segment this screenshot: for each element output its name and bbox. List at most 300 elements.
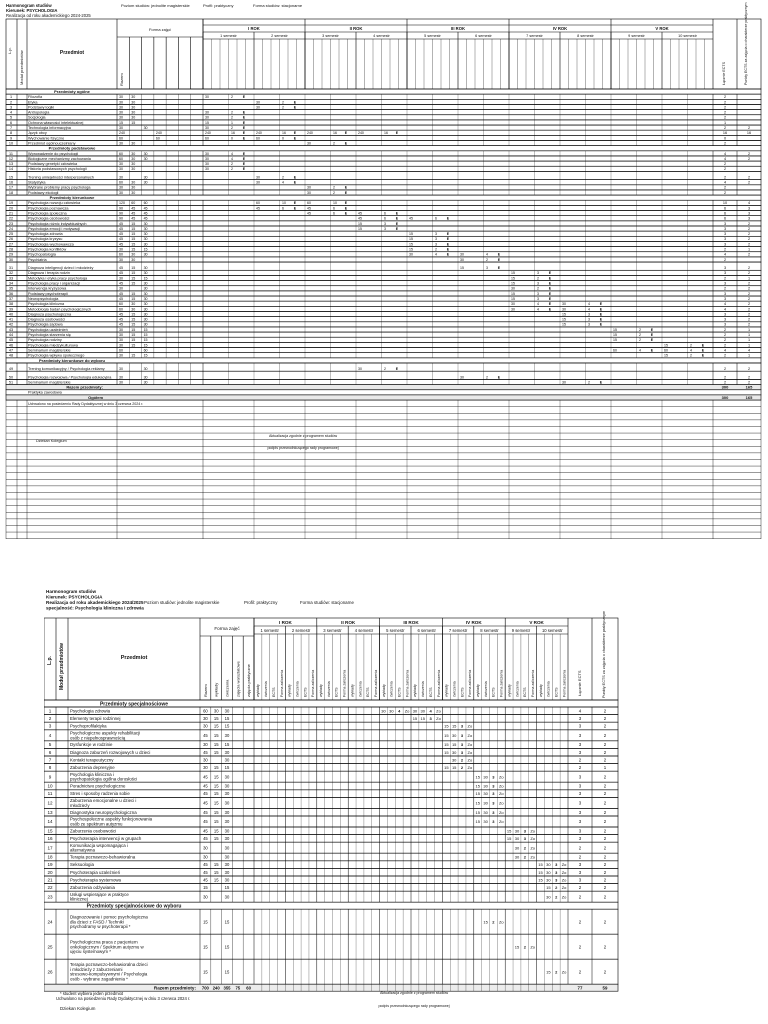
cell-box [6, 385, 761, 390]
row-hours: 60 [155, 136, 160, 141]
row-hours: 15 [131, 317, 136, 322]
row-subject: Psychologiczne aspekty rehabilitacji [70, 730, 141, 736]
row-ects: 3 [723, 317, 727, 322]
sem-form: E [344, 206, 348, 211]
row-ects-practical: 2 [603, 708, 607, 714]
sub-col: ćwiczenia [358, 681, 363, 697]
row-ects: 10 [722, 201, 728, 206]
row-subject: stresowo-kompulsywnymi / Psychologia [70, 971, 148, 977]
sem-ects: 2 [690, 343, 693, 348]
sub-col: ECTS [271, 687, 276, 697]
sem-ects: 3 [384, 226, 387, 231]
row-ects-practical: 2 [603, 845, 607, 851]
row-hours: 15 [131, 242, 136, 247]
section-title: Przedmioty kierunkowe [49, 195, 95, 201]
sub-col: Forma zaliczenia [279, 669, 284, 697]
sem-ects: 2 [282, 105, 285, 110]
sem-hours: 30 [256, 105, 260, 110]
sub-col: wykłady [256, 684, 261, 697]
row-subject: Psychologia rozwojowa / Psychologia edukacyjna [28, 375, 112, 380]
cell-box [44, 876, 618, 884]
sem-ects: 2 [639, 333, 642, 338]
cell-box [44, 707, 618, 715]
sem-ects: 3 [460, 732, 464, 738]
row-hours: 15 [131, 291, 136, 296]
sem-ects: 3 [492, 819, 495, 825]
col-forms: Forma zajęć [148, 27, 172, 32]
row-subject: Elementy terapii rodzinnej [70, 716, 121, 721]
row-subject: Psychologia rozwoju człowieka [28, 201, 81, 206]
row-ects: 2 [723, 185, 727, 190]
row-hours: 15 [131, 296, 136, 301]
sem-hours: 45 [409, 216, 413, 221]
row-hours: 45 [143, 211, 148, 216]
row-ects: 3 [578, 783, 582, 789]
sem-form: E [548, 296, 552, 301]
sem-ects: 6 [384, 216, 387, 221]
row-hours: 30 [143, 367, 148, 372]
row-hours: 15 [131, 281, 136, 286]
sem-form: Zo [436, 708, 441, 714]
sem-form: E [446, 242, 450, 247]
row-ects: 2 [578, 885, 582, 890]
row-lp: 38 [8, 302, 14, 307]
row-ects-practical: 2 [747, 380, 751, 385]
row-hours: 15 [203, 919, 208, 925]
row-hours: 15 [213, 869, 219, 875]
row-ects-practical: 2 [747, 271, 751, 276]
sem-form: E [395, 131, 399, 136]
sem-form: E [650, 327, 654, 332]
sem-hours: 30 [256, 100, 260, 105]
sem-ects: 3 [435, 232, 438, 237]
sem-hours: 30 [205, 115, 209, 120]
sem-ects: 1 [231, 120, 234, 125]
section-title: Przedmioty specjalnościowe [99, 701, 169, 708]
sem-ects: 2 [523, 845, 526, 851]
row-hours: 30 [119, 141, 123, 146]
row-subject: Diagnoza inteligencji dzieci i młodzieży [28, 266, 94, 271]
sem-exercise: 30 [483, 809, 488, 815]
sem-ects: 6 [435, 216, 438, 221]
row-ects: 3 [578, 742, 582, 748]
row-hours: 30 [143, 232, 148, 237]
sum-hours: 60 [246, 985, 251, 991]
row-ects-practical: 2 [747, 317, 751, 322]
row-hours: 15 [213, 877, 219, 883]
sem-hours: 240 [205, 131, 211, 136]
sem-ects: 4 [537, 302, 540, 307]
row-lp: 41 [8, 317, 14, 322]
sem-ects: 3 [537, 271, 540, 276]
row-ects: 2 [723, 126, 727, 130]
header-line: Harmonogram studiów [6, 3, 52, 8]
row-subject: Interwencja kryzysowa [28, 286, 67, 291]
row-hours: 30 [224, 783, 230, 789]
row-lp: 21 [47, 877, 53, 883]
row-hours: 30 [143, 380, 148, 385]
footnote: * student wybiera jeden przedmiot [60, 991, 124, 997]
sem-ects: 3 [492, 774, 495, 780]
row-hours: 240 [119, 131, 125, 136]
row-hours: 30 [224, 800, 230, 806]
row-ects: 2 [578, 854, 582, 860]
row-ects: 2 [723, 286, 727, 291]
row-hours: 30 [131, 185, 136, 190]
sem-form: Zo [530, 845, 536, 851]
row-subject: Kontakt terapeutyczny [70, 757, 114, 763]
row-ects: 3 [578, 862, 582, 868]
row-hours: 15 [143, 343, 148, 348]
row-hours: 30 [143, 242, 148, 247]
row-hours: 15 [131, 247, 136, 252]
row-hours: 30 [119, 175, 123, 180]
row-subject: Psychologia sądowa [28, 322, 63, 327]
sem-lecture: 15 [475, 809, 480, 815]
schedule-table-specialization [44, 588, 620, 1016]
sem-ects: 6 [282, 206, 285, 211]
row-ects-practical: 2 [747, 375, 751, 380]
sem-ects: 4 [429, 708, 432, 714]
row-hours: 30 [131, 167, 136, 172]
sem-ects: 4 [690, 348, 693, 353]
sem-lecture: 15 [475, 819, 480, 825]
sem-exercise: 30 [483, 783, 488, 789]
row-ects-practical: 4 [747, 201, 751, 206]
sem-ects: 2 [537, 276, 540, 281]
cell-box [44, 909, 618, 934]
row-hours: 30 [119, 110, 123, 115]
sem-ects: 3 [555, 877, 558, 883]
sem-lecture: 15 [506, 828, 512, 834]
row-hours: 45 [119, 226, 123, 231]
sem-hours: 30 [562, 302, 566, 307]
row-ects-practical: 2 [747, 302, 751, 307]
row-hours: 15 [131, 343, 136, 348]
row-lp: 24 [47, 919, 53, 925]
sem-ects: 16 [333, 131, 337, 136]
row-hours: 30 [224, 809, 230, 815]
sem-ects: 4 [639, 348, 642, 353]
row-hours: 30 [224, 757, 230, 763]
sem-form: E [242, 120, 246, 125]
row-ects-practical: 2 [603, 819, 607, 825]
sem-hours: 15 [562, 312, 566, 317]
row-hours: 60 [143, 348, 148, 353]
row-subject: alternatywna [70, 847, 95, 853]
cell-box [44, 756, 618, 764]
sem-ects: 4 [398, 708, 401, 714]
row-hours: 15 [213, 732, 219, 738]
sem-ects: 3 [492, 783, 495, 789]
year-label: III ROK [451, 26, 465, 31]
row-hours: 90 [119, 206, 123, 211]
row-lp: 9 [9, 136, 13, 141]
sem-lecture: 15 [538, 877, 543, 883]
row-subject: młodzieży [70, 802, 90, 808]
sem-form: E [242, 115, 246, 120]
sub-col: ECTS [303, 687, 308, 697]
row-ects-practical: 2 [747, 226, 751, 231]
row-lp: 26 [8, 237, 14, 242]
sub-col: ECTS [491, 687, 496, 697]
row-ects-practical: 16 [746, 131, 752, 136]
semester-label: 8 semestr [480, 628, 499, 633]
row-lp: 12 [47, 800, 53, 806]
row-lp: 10 [47, 783, 53, 789]
row-hours: 30 [224, 894, 230, 900]
sem-form: E [497, 257, 501, 262]
row-ects: 2 [723, 257, 727, 262]
row-ects-practical: 2 [747, 312, 751, 317]
row-subject: Psychologia zdrowia [70, 708, 111, 714]
sem-form: E [242, 151, 246, 156]
sem-ects: 6 [333, 206, 336, 211]
sem-form: E [446, 232, 450, 237]
sem-ects: 2 [555, 969, 558, 975]
row-hours: 30 [143, 151, 148, 156]
row-hours: 15 [131, 226, 136, 231]
sem-ects: 2 [460, 757, 464, 763]
row-ects-practical: 2 [603, 869, 607, 875]
row-hours: 15 [131, 333, 136, 338]
sum-hours: 240 [212, 985, 220, 991]
row-ects-practical: 2 [747, 237, 751, 242]
sem-hours: 30 [511, 286, 515, 291]
year-label: III ROK [403, 620, 419, 625]
sem-form: E [242, 95, 246, 100]
row-ects-practical: 2 [747, 322, 751, 327]
row-subject: Technologia informacyjna [28, 126, 71, 130]
semester-label: 2 semestr [291, 628, 311, 633]
schedule-sheet-specialization [44, 588, 620, 1016]
row-lp: 2 [9, 100, 13, 105]
row-hours: 30 [131, 110, 136, 115]
sem-form: E [446, 237, 450, 242]
row-subject: Podstawy logiki [28, 105, 55, 110]
sub-col: ćwiczenia [483, 681, 488, 697]
sem-form: E [548, 307, 552, 312]
sem-ects: 3 [588, 312, 591, 317]
row-subject: Psychologia kliniczna [28, 302, 65, 307]
row-subject: Psychologia kliniczna i [70, 771, 114, 777]
header-meta: Profil: praktyczny [203, 3, 234, 8]
row-lp: 47 [8, 348, 14, 353]
sem-ects: 2 [231, 162, 234, 167]
row-lp: 44 [8, 333, 14, 338]
sem-exercise: 15 [546, 885, 551, 890]
row-subject: i młodzieży z zaburzeniami [70, 966, 123, 972]
sem-ects: 3 [523, 828, 526, 834]
row-subject: Neuropsychologia [28, 296, 59, 301]
row-subject: osób - wybrane zagadnienia * [70, 976, 128, 982]
sum-ects-practical: 165 [745, 384, 753, 390]
sem-form: E [242, 156, 246, 161]
row-hours: 30 [143, 226, 148, 231]
sub-col: ECTS [334, 687, 339, 697]
row-hours: 15 [213, 862, 219, 868]
row-ects-practical: 2 [747, 156, 751, 161]
sem-hours: 30 [358, 367, 362, 372]
row-subject: Psychologia konfliktów [28, 247, 67, 252]
row-hours: 15 [213, 783, 219, 789]
col-ects-practical: Punkty ECTS za zajęcia o charakterze praktycznym [602, 610, 606, 698]
row-subject: Psychologiczna praca z pacjentem [70, 939, 138, 945]
signature-label: Dziekan Kolegium [60, 1006, 96, 1012]
sem-exercise: 15 [514, 944, 520, 950]
sem-form: E [548, 271, 552, 276]
row-hours: 30 [224, 845, 230, 851]
row-hours: 30 [143, 221, 148, 226]
row-lp: 7 [48, 757, 52, 763]
sub-col: Forma zaliczenia [311, 669, 316, 697]
sem-form: E [344, 185, 348, 190]
row-lp: 15 [47, 828, 53, 834]
row-hours: 60 [119, 252, 123, 257]
year-label: II ROK [349, 26, 363, 31]
row-ects-practical: 2 [603, 800, 607, 806]
sem-ects: 2 [282, 100, 285, 105]
sem-form: Zo [561, 885, 567, 890]
sem-form: E [650, 333, 654, 338]
row-hours: 45 [131, 206, 136, 211]
row-ects-practical: 3 [747, 211, 751, 216]
sem-form: E [242, 162, 246, 167]
cell-box [6, 395, 761, 400]
sem-ects: 4 [588, 302, 591, 307]
row-lp: 13 [47, 809, 53, 815]
row-ects: 3 [723, 237, 727, 242]
year-label: V ROK [529, 620, 544, 625]
row-hours: 15 [131, 266, 136, 271]
row-hours: 30 [119, 100, 123, 105]
row-subject: Dysfunkcje w rodzinie [70, 742, 113, 748]
row-hours: 30 [131, 257, 136, 262]
sem-exercise: 30 [546, 877, 551, 883]
sem-hours: 30 [256, 175, 260, 180]
row-hours: 30 [119, 162, 123, 167]
row-hours: 30 [203, 757, 208, 763]
sem-hours: 15 [511, 281, 515, 286]
row-hours: 15 [224, 716, 230, 721]
sem-hours: 15 [511, 271, 515, 276]
row-hours: 45 [203, 819, 208, 825]
row-ects-practical: 2 [603, 732, 607, 738]
row-hours: 30 [131, 151, 136, 156]
sem-form: E [344, 190, 348, 195]
row-hours: 15 [224, 969, 230, 975]
row-subject: Zaburzenia emocjonalne u dzieci i [70, 798, 137, 804]
sub-col: ćwiczenia [452, 681, 457, 697]
row-lp: 36 [8, 291, 14, 296]
row-hours: 30 [119, 343, 123, 348]
row-hours: 15 [213, 791, 219, 797]
row-ects: 2 [723, 110, 727, 115]
row-hours: 30 [131, 180, 136, 185]
row-hours: 45 [203, 828, 208, 834]
row-lp: 5 [48, 742, 52, 748]
row-subject: psychodramy w psychoterapii * [70, 924, 131, 930]
row-ects-practical: 2 [603, 894, 607, 900]
sem-ects: 16 [282, 131, 286, 136]
row-hours: 30 [131, 190, 136, 195]
sem-lecture: 30 [412, 708, 418, 714]
row-hours: 15 [143, 276, 148, 281]
row-hours: 60 [143, 201, 148, 206]
row-ects: 2 [578, 944, 582, 950]
row-lp: 3 [48, 723, 52, 729]
sem-form: E [293, 201, 297, 206]
row-lp: 39 [8, 307, 14, 312]
sem-hours: 60 [664, 348, 668, 353]
row-lp: 18 [8, 190, 14, 195]
sign-line: Aktualizacja zgodnie z programem studiów [268, 434, 338, 439]
row-subject: Psychologia społeczna [28, 211, 67, 216]
sem-exercise: 30 [483, 791, 488, 797]
row-hours: 15 [224, 765, 230, 770]
row-ects-practical: 2 [747, 232, 751, 237]
cell-box [6, 358, 761, 363]
form-col: Razem [202, 684, 208, 697]
row-hours: 30 [203, 894, 208, 900]
sem-hours: 60 [613, 348, 617, 353]
row-lp: 32 [8, 271, 14, 276]
row-subject: Zaburzenia osobowości [70, 828, 117, 834]
row-hours: 45 [119, 237, 123, 242]
semester-label: 7 semestr [448, 628, 468, 633]
row-ects-practical: 2 [603, 809, 607, 815]
sem-ects: 4 [486, 252, 489, 257]
sub-col: wykłady [381, 684, 386, 697]
signature-label: Dziekan Kolegium [36, 439, 67, 444]
row-ects-practical: 2 [747, 175, 751, 180]
sem-hours: 15 [511, 291, 515, 296]
row-ects-practical: 2 [603, 836, 607, 841]
row-hours: 15 [213, 836, 219, 841]
sem-lecture: 15 [538, 862, 543, 868]
sub-col: ECTS [397, 687, 402, 697]
row-hours: 45 [119, 266, 123, 271]
form-col: wykłady [213, 682, 219, 697]
row-hours: 15 [131, 322, 136, 327]
sem-hours: 30 [205, 156, 209, 161]
sem-form: E [599, 312, 603, 317]
row-lp: 50 [8, 375, 14, 380]
sem-form: E [599, 307, 603, 312]
row-hours: 15 [224, 885, 230, 890]
sem-form: E [395, 211, 399, 216]
sub-col: ćwiczenia [421, 681, 426, 697]
row-ects: 2 [723, 367, 727, 372]
row-subject: Trening umiejętności interpersonalnych [28, 175, 94, 180]
row-ects: 0 [723, 136, 727, 141]
row-hours: 30 [119, 333, 123, 338]
sub-col: Forma zaliczenia [373, 669, 378, 697]
row-ects: 3 [578, 828, 582, 834]
row-ects: 3 [578, 723, 582, 729]
row-subject: Diagnoza osobowości [28, 317, 65, 322]
row-lp: 40 [8, 312, 14, 317]
header-meta: Poziom studiów: jednolite magisterskie [121, 3, 190, 8]
sem-exercise: 30 [389, 708, 394, 714]
row-hours: 30 [131, 105, 136, 110]
sem-exercise: 30 [546, 862, 551, 868]
row-subject: Terapia poznawczo-behawioralna [70, 854, 136, 860]
row-ects: 4 [723, 156, 727, 161]
sem-form: E [548, 281, 552, 286]
row-hours: 15 [131, 221, 136, 226]
sem-form: Zo [498, 783, 504, 789]
